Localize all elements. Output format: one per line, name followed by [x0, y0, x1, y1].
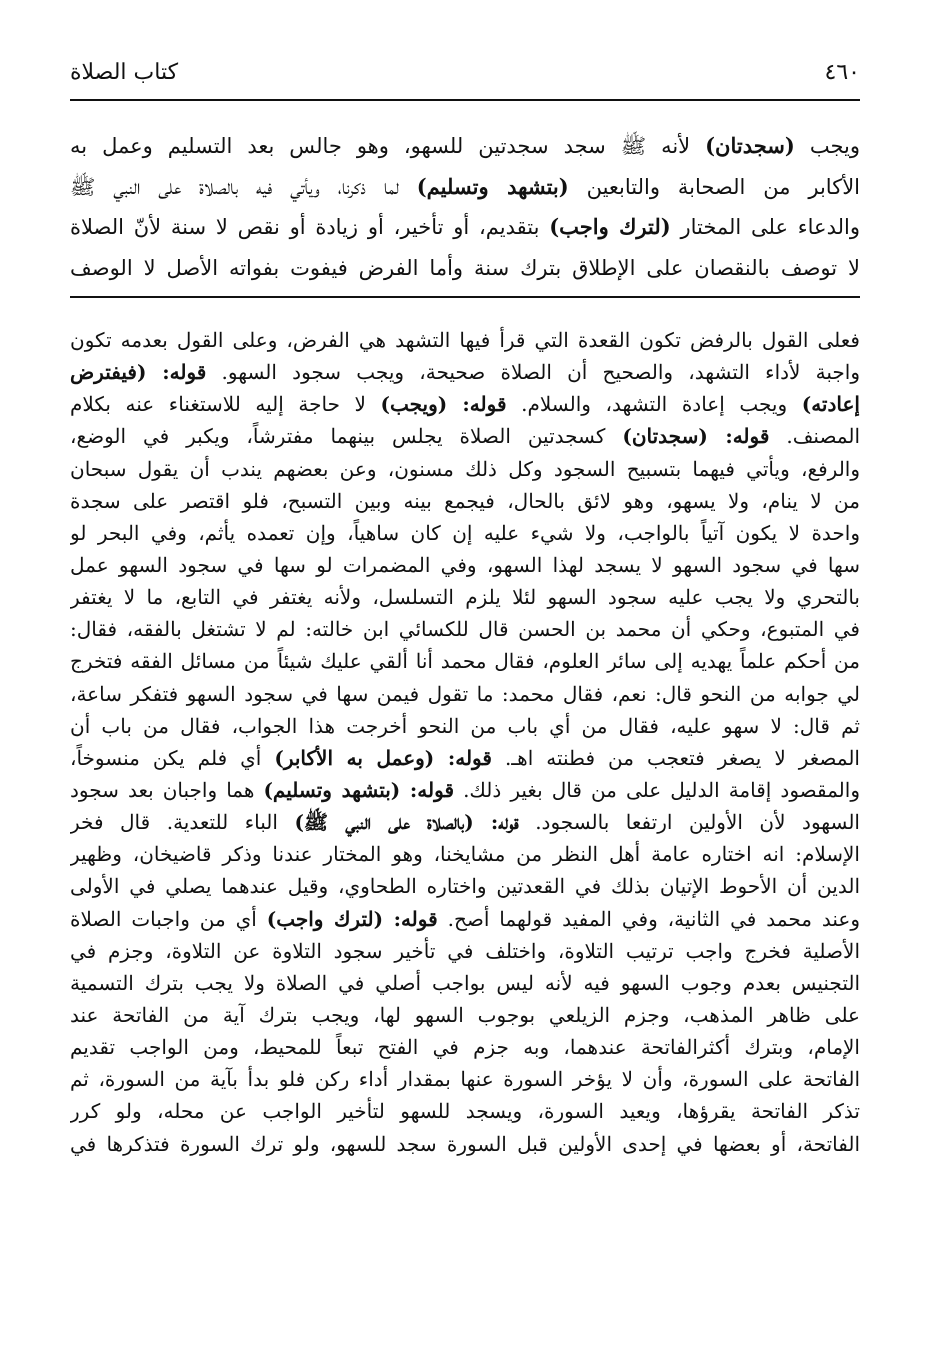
- text-run: وعند محمد في الثانية، وفي المفيد قولهما أصح.: [437, 906, 860, 931]
- sharh-line: [70, 774, 860, 806]
- bold-lemma: (لترك واجب): [549, 214, 671, 239]
- text-run: كسجدتين الصلاة يجلس بينهما مفترشاً، ويكبر في الوضع،: [70, 424, 623, 449]
- text-run: في المتبوع، وحكي أن محمد بن الحسن قال للكسائي ابن خالته: لم لا تشتغل بالفقه، فقال:: [70, 617, 860, 642]
- text-run: لا حاجة إليه للاستغناء عنه بكلام: [70, 392, 381, 417]
- matn-line: [70, 248, 860, 289]
- text-run: ويجب: [794, 134, 860, 158]
- sharh-line: [70, 806, 860, 838]
- text-run: بالتحري ولا يجب عليه سجود السهو لئلا يلزم التسلسل، ولأنه يغتفر في التابع، ما لا يغتفر: [70, 585, 860, 610]
- sharh-line: [70, 710, 860, 742]
- bold-lemma: قوله: (بتشهد وتسليم): [263, 777, 455, 802]
- text-run: المصنف.: [769, 424, 860, 449]
- text-run: الإسلام: انه اختاره عامة أهل النظر من مشايخنا، وهو المختار عندنا وذكر قاضيخان، وظهير: [70, 842, 860, 867]
- text-run: الإمام، وبترك أكثرالفاتحة عندهما، وبه جزم في الفتح تبعاً للمحيط، ومن الواجب تقديم: [70, 1035, 860, 1060]
- sharh-line: [70, 742, 860, 774]
- sharh-line: [70, 645, 860, 677]
- text-run: على ظاهر المذهب، وجزم الزيلعي بوجوب السهو لها، ويجب بترك آية من الفاتحة عند: [70, 1002, 860, 1027]
- text-run: والرفع، ويأتي فيهما بتسبيح السجود وكل ذلك مسنون، وعن بعضهم يندب أن يقول سبحان: [70, 456, 860, 481]
- sharh-line: [70, 1095, 860, 1127]
- sharh-line: [70, 1031, 860, 1063]
- sharh-line: [70, 1063, 860, 1095]
- page-number: ٤٦٠: [824, 60, 860, 85]
- header-rule: [70, 99, 860, 101]
- text-run: من أحكم علماً يهديه إلى سائر العلوم، فقال محمد أنا ألقي عليك شيئاً من مسائل الفقه فتخرج: [70, 649, 860, 674]
- text-run: أي من واجبات الصلاة: [70, 906, 267, 931]
- bold-lemma: (سجدتان): [705, 133, 795, 158]
- sharh-line: [70, 999, 860, 1031]
- matn-text: [70, 126, 860, 288]
- matn-line: [70, 167, 860, 208]
- sharh-line: [70, 356, 860, 388]
- bold-lemma: قوله: (فيفترض: [70, 360, 207, 385]
- text-run: الفاتحة على السورة، وأن لا يؤخر السورة عنها بمقدار أداء ركن فلو بدأ بآية من السورة، ثم: [70, 1067, 860, 1092]
- sharh-line: [70, 517, 860, 549]
- bold-lemma: قوله: (بالصلاة على النبي ﷺ): [294, 810, 519, 835]
- text-run: واحدة لا يكون آتياً بالواجب، ولا شيء عليه إن كان ساهياً، وإن تعمده يأثم، وفي البحر لو: [70, 520, 860, 545]
- text-run: من لا ينام، ولا يسهو، وهو لائق بالحال، فيجمع بينه وبين التسبح، فلو اقتصر على سجدة: [70, 488, 860, 513]
- sharh-line: [70, 549, 860, 581]
- sharh-line: [70, 613, 860, 645]
- sharh-line: [70, 420, 860, 452]
- text-run: والدعاء على المختار: [670, 215, 860, 239]
- text-run: الدين أن الأحوط الإتيان بذلك في القعدتين واختاره الطحاوي، وقيل عندهما يصلي في الأولى: [70, 874, 860, 899]
- sharh-line: [70, 388, 860, 420]
- book-title: كتاب الصلاة: [70, 60, 179, 85]
- text-run: ثم قال: لا سهو عليه، فقال من أي باب من النحو أخرجت هذا الجواب، فقال من باب أن: [70, 713, 860, 738]
- text-run: المصغر لا يصغر فتعجب من فطنته اهـ.: [491, 745, 860, 770]
- text-run: لما ذكرنا، ويأتي فيه بالصلاة على النبي ﷺ: [70, 174, 417, 199]
- bold-lemma: (بتشهد وتسليم): [416, 173, 569, 199]
- text-run: الأكابر من الصحابة والتابعين: [568, 174, 860, 199]
- matn-line: [70, 126, 860, 167]
- sharh-line: [70, 453, 860, 485]
- matn-separator-rule: [70, 296, 860, 298]
- text-run: لأنه ﷺ سجد سجدتين للسهو، وهو جالس بعد التسليم وعمل به: [70, 134, 706, 158]
- text-run: سها في سجود السهو لا يسجد لهذا السهو، وفي المضمرات لو سها في سجود السهو عمل: [70, 552, 860, 577]
- text-run: هما واجبان بعد سجود: [70, 777, 264, 802]
- text-run: تذكر الفاتحة يقرؤها، ويعيد السورة، ويسجد للسهو لتأخير الواجب عن محله، ولو كرر: [70, 1099, 860, 1124]
- text-run: ويجب إعادة التشهد، والسلام.: [506, 392, 802, 417]
- bold-lemma: إعادته): [801, 392, 860, 417]
- text-run: لي جوابه من النحو قال: نعم، فقال محمد: ما تقول فيمن سها في سجود السهو فتفكر ساعة،: [70, 681, 860, 706]
- sharh-line: [70, 485, 860, 517]
- text-run: بتقديم، أو تأخير، أو زيادة أو نقص لا سنة لأنّ الصلاة: [70, 215, 550, 239]
- text-run: لا توصف بالنقصان على الإطلاق بترك سنة وأما الفرض فيفوت بفواته الأصل لا الوصف: [70, 255, 860, 280]
- sharh-line: [70, 678, 860, 710]
- sharh-line: [70, 581, 860, 613]
- sharh-line: [70, 324, 860, 356]
- text-run: الباء للتعدية. قال فخر: [70, 810, 295, 835]
- text-run: الفاتحة، أو بعضها في إحدى الأولين قبل السورة سجد للسهو، ولو ترك السورة فتذكرها في: [70, 1131, 860, 1156]
- sharh-line: [70, 903, 860, 935]
- text-run: الأصلية فخرج واجب ترتيب التلاوة، واختلف في تأخير سجود التلاوة عن التلاوة، وجزم في: [70, 938, 860, 963]
- text-run: التجنيس بعدم وجوب السهو فيه لأنه ليس بواجب أصلي في الصلاة ولا يجب بترك التسمية: [70, 970, 860, 995]
- sharh-commentary: [70, 324, 860, 1160]
- sharh-line: [70, 935, 860, 967]
- text-run: السهود لأن الأولين ارتفعا بالسجود.: [518, 810, 860, 835]
- matn-line: [70, 207, 860, 248]
- text-run: واجبة لأداء التشهد، والصحيح أن الصلاة صحيحة، ويجب سجود السهو.: [206, 360, 860, 385]
- sharh-line: [70, 870, 860, 902]
- bold-lemma: قوله: (لترك واجب): [266, 906, 438, 931]
- bold-lemma: قوله: (ويجب): [380, 392, 507, 417]
- text-run: فعلى القول بالرفض تكون القعدة التي قرأ فيها التشهد هي الفرض، وعلى القول بعدمه تكون: [70, 328, 860, 352]
- running-header: [70, 54, 860, 100]
- text-run: أي فلم يكن منسوخاً،: [70, 745, 275, 770]
- sharh-line: [70, 838, 860, 870]
- bold-lemma: قوله: (سجدتان): [622, 424, 770, 449]
- sharh-line: [70, 1128, 860, 1160]
- bold-lemma: قوله: (وعمل به الأكابر): [274, 745, 492, 770]
- text-run: والمقصود إقامة الدليل على من قال بغير ذلك.: [454, 777, 860, 802]
- sharh-line: [70, 967, 860, 999]
